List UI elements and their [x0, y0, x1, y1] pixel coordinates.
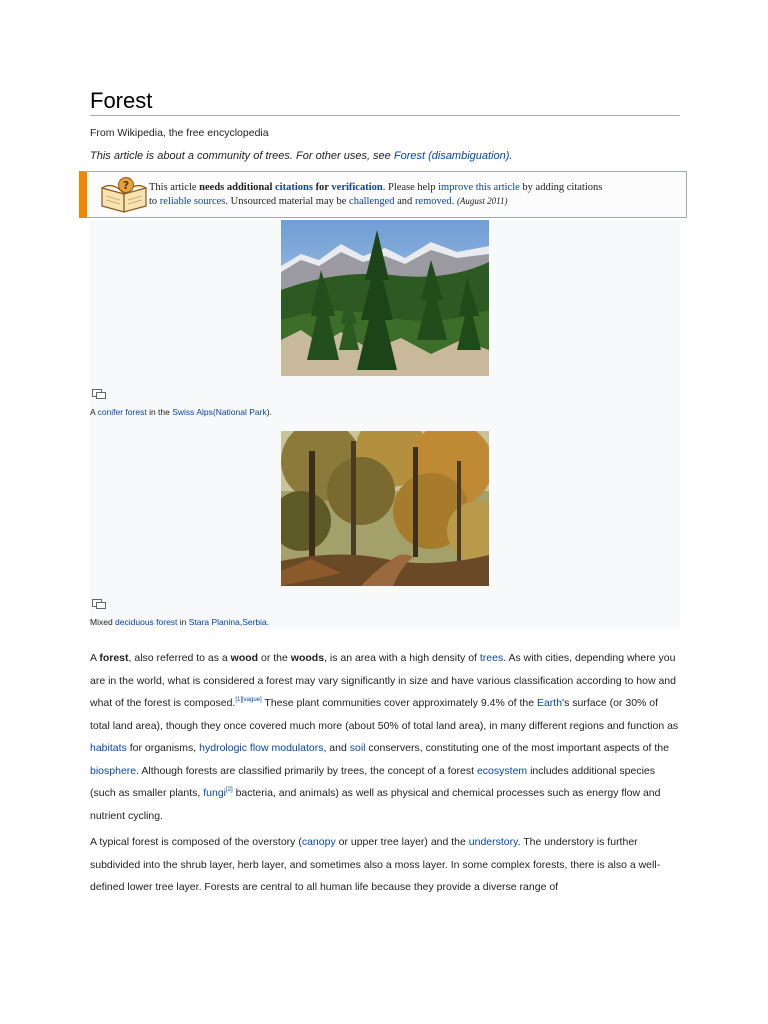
understory-link[interactable]: understory [468, 836, 518, 848]
reliable-sources-link[interactable]: reliable sources [159, 195, 226, 207]
canopy-link[interactable]: canopy [301, 836, 336, 848]
conifer-forest-link[interactable]: conifer forest [97, 407, 147, 417]
conifer-caption [90, 407, 272, 417]
caption-text: Mixed [90, 617, 116, 627]
caption-text: . [266, 617, 270, 627]
site-tagline: From Wikipedia, the free encyclopedia [90, 127, 269, 139]
enlarge-icon[interactable] [92, 386, 106, 396]
improve-article-link[interactable]: improve this article [438, 182, 520, 193]
image-gallery [90, 220, 680, 628]
body-text: . Although forests are classified primarily by trees, the concept of a forest [136, 764, 477, 777]
notice-text: and [394, 195, 415, 207]
caption-text: in the [146, 407, 173, 417]
term-wood: wood [230, 652, 259, 664]
caption-text: , [239, 617, 243, 627]
soil-link[interactable]: soil [349, 742, 366, 754]
disambiguation-link[interactable]: Forest (disambiguation) [393, 150, 510, 162]
body-text: , is an area with a high density of [324, 652, 480, 664]
notice-text: by adding citations [519, 182, 603, 193]
paragraph-structure [90, 831, 680, 899]
fungi-link[interactable]: fungi [203, 787, 226, 799]
hatnote [90, 150, 512, 162]
notice-text: . [451, 195, 457, 207]
body-text: includes additional species (such as smaller plants, [90, 764, 655, 799]
svg-text:?: ? [122, 179, 130, 192]
reference-1-link[interactable]: [1] [235, 697, 242, 703]
swiss-alps-link[interactable]: Swiss Alps [172, 407, 213, 417]
stara-planina-link[interactable]: Stara Planina [188, 617, 240, 627]
article-body [90, 647, 680, 903]
term-woods: woods [290, 652, 325, 664]
hatnote-text: This article is about a community of trees. For other uses, see [90, 150, 394, 162]
trees-link[interactable]: trees [479, 652, 504, 664]
deciduous-forest-photo[interactable] [281, 431, 489, 586]
deciduous-forest-link[interactable]: deciduous forest [115, 617, 178, 627]
page-title: Forest [90, 88, 153, 113]
body-text: , also referred to as a [128, 652, 231, 664]
title-divider [90, 115, 680, 116]
body-text: A typical forest is composed of the overstory ( [90, 836, 302, 848]
ecosystem-link[interactable]: ecosystem [476, 764, 528, 777]
body-text: . As with cities, depending where you are in the world, what is considered a forest may vary significantly in size and have various classification according to how and what of the forest is composed. [90, 652, 676, 709]
notice-text: This article [149, 182, 200, 193]
body-text: 's surface (or 30% of total land area), though they once covered much more (about 50% of total land area), in many different regions and function as [90, 697, 679, 732]
enlarge-icon[interactable] [92, 596, 106, 606]
hydrologic-flow-link[interactable]: hydrologic flow modulators [199, 742, 324, 754]
biosphere-link[interactable]: biosphere [90, 764, 137, 777]
citation-needed-notice [79, 171, 687, 218]
serbia-link[interactable]: Serbia [242, 617, 267, 627]
body-text: bacteria, and animals) as well as physical and chemical processes such as energy flow and nutrient cycling. [90, 787, 661, 822]
notice-text: . Unsourced material may be [225, 195, 350, 207]
notice-bold-for: for [312, 182, 332, 193]
national-park-link[interactable]: (National Park [212, 407, 267, 417]
hatnote-end: . [509, 150, 513, 162]
body-text: conservers, constituting one of the most important aspects of the [365, 742, 669, 754]
removed-link[interactable]: removed [414, 195, 452, 207]
body-text: or upper tree layer) and the [335, 836, 469, 848]
paragraph-intro [90, 647, 680, 827]
body-text: for organisms, [126, 742, 200, 754]
citations-link[interactable]: citations [275, 182, 313, 193]
body-text: These plant communities cover approximately 9.4% of the [261, 697, 537, 709]
challenged-link[interactable]: challenged [349, 195, 395, 207]
vague-tag-link[interactable]: [vague] [242, 697, 262, 703]
habitats-link[interactable]: habitats [90, 742, 127, 754]
body-text: , and [323, 742, 350, 754]
notice-text: to [149, 195, 160, 207]
earth-link[interactable]: Earth [536, 697, 563, 709]
caption-text: A [90, 407, 98, 417]
notice-bold: needs additional [199, 182, 276, 193]
notice-text: . Please help [382, 182, 439, 193]
notice-date: (August 2011) [456, 195, 508, 206]
conifer-forest-photo[interactable] [281, 220, 489, 376]
caption-text: in [177, 617, 189, 627]
deciduous-caption [90, 617, 269, 627]
body-text: . The understory is further subdivided into the shrub layer, herb layer, and sometimes also a moss layer. In some complex forests, there is also a well-defined lower tree layer. Forests are central to all human life because they provide a diverse range of [90, 836, 661, 893]
body-text: or the [258, 652, 291, 664]
term-forest: forest [99, 652, 129, 664]
verification-link[interactable]: verification [331, 182, 383, 193]
notice-message [149, 181, 679, 208]
book-question-icon [99, 176, 149, 214]
body-text: A [90, 652, 100, 664]
caption-text: ). [266, 407, 272, 417]
reference-2-link[interactable]: [2] [226, 787, 233, 793]
